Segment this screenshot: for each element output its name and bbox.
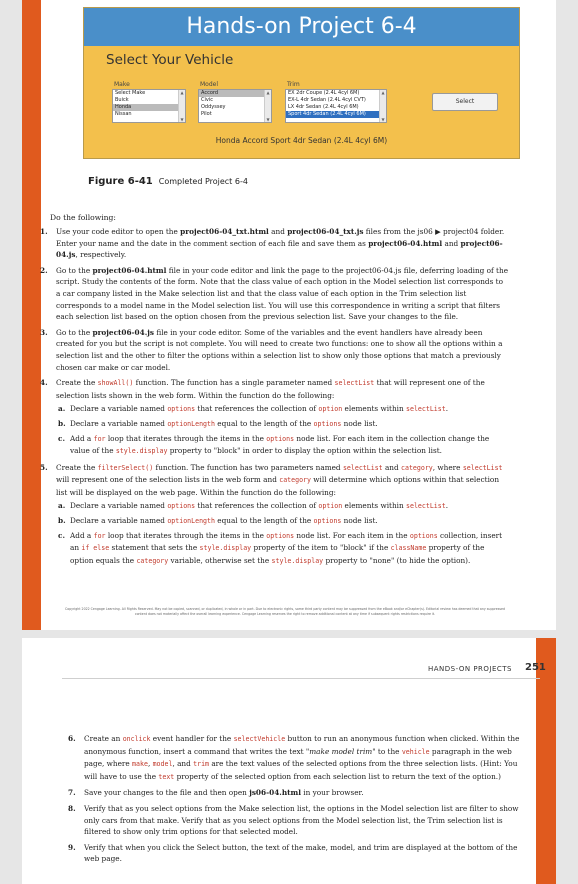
step-text: . xyxy=(445,404,449,414)
page-number: 251 xyxy=(525,662,546,673)
copyright-notice: Copyright 2022 Cengage Learning. All Rights Reserved. May not be copied, scanned, or duplicated, in whole or in part. Due to electronic rights, some third party content may be suppressed from the eBook and/or eChapter(s). Editorial review has deemed that any suppressed content does not materially affect the overall learning experience. Cengage Learning reserves the right to remove additional content at any time if subsequent rights restrictions require it. xyxy=(64,607,506,616)
step-text: Create the xyxy=(56,378,98,388)
step-text: , xyxy=(147,759,153,769)
code-term: onclick xyxy=(122,735,151,743)
step-text: Declare a variable named xyxy=(70,501,168,511)
scroll-up-icon[interactable]: ▲ xyxy=(381,90,385,95)
code-term: trim xyxy=(193,760,210,769)
step-text: , where xyxy=(432,462,463,472)
make-scrollbar[interactable] xyxy=(178,90,185,122)
model-scrollbar[interactable] xyxy=(264,90,271,122)
step-text: Verify that when you click the Select button, the text of the make, model, and trim are displayed at the bottom of the web page. xyxy=(84,842,518,864)
substep-letter: a. xyxy=(58,404,66,414)
step-9 xyxy=(66,842,526,865)
substeps xyxy=(56,500,508,567)
step-text: , respectively. xyxy=(75,250,127,260)
step-text: Declare a variable named xyxy=(70,418,168,428)
code-term: selectList xyxy=(342,463,383,472)
step-text: Add a xyxy=(70,530,94,540)
step-text: and xyxy=(268,227,288,236)
model-select[interactable] xyxy=(198,89,272,123)
step-number: 9. xyxy=(68,842,76,852)
trim-select[interactable] xyxy=(285,89,387,123)
step-number: 7. xyxy=(68,788,76,798)
trim-scrollbar[interactable] xyxy=(379,90,386,122)
code-term: optionLength xyxy=(167,517,215,526)
substep-letter: b. xyxy=(58,418,66,428)
step-text: and xyxy=(442,238,461,248)
code-term: filterSelect() xyxy=(97,463,154,472)
code-term: options xyxy=(167,502,196,511)
code-term: options xyxy=(409,531,438,540)
step-text: property of the item to "block" if the xyxy=(251,543,391,553)
figure-subtitle: Select Your Vehicle xyxy=(106,52,234,68)
step-text: Create the xyxy=(56,462,98,472)
substep-b xyxy=(56,515,508,528)
code-term: selectList xyxy=(334,379,375,388)
step-text: file in your code editor and link the page to the project06-04.js file, deferring loading of the script. Study the contents of the form. Note that the class value of each option in the Model selection list corresponds to a car company listed in the Make selection list and that the class value of each option in the Trim selection list corresponds to a model name in the Model selection list. You will use this correspondence in writing a script that filters each selection list based on the option chosen from the previous selection list. Save your changes to the file. xyxy=(56,265,509,322)
substep-letter: c. xyxy=(58,433,65,443)
substep-letter: b. xyxy=(58,516,66,526)
step-text: Declare a variable named xyxy=(70,404,168,414)
model-label: Model xyxy=(200,81,219,88)
step-text: property to "block" in order to display the option within the selection list. xyxy=(167,446,442,456)
step-text: statement that sets the xyxy=(109,543,200,553)
file-name: project06-04.html xyxy=(92,265,167,275)
file-name: project06-04_txt.js xyxy=(287,227,364,236)
scroll-up-icon[interactable]: ▲ xyxy=(266,90,270,95)
make-option[interactable]: Nissan xyxy=(115,111,132,117)
step-text: . xyxy=(445,501,449,511)
steps-list-continued xyxy=(66,733,526,869)
step-text: , and xyxy=(172,759,194,769)
step-1 xyxy=(38,226,508,261)
step-text: in your browser. xyxy=(300,788,364,798)
substeps xyxy=(56,403,508,457)
step-text: file in your code editor. Some of the variables and the event handlers have already been created for you but the script is not complete. You will need to create two functions: one to show all the options within a selection list and the other to filter the options within a selection list to show only those options that match a previously chosen car make or car model. xyxy=(56,327,503,372)
step-text: paragraph in the web page, where xyxy=(84,746,512,769)
trim-option-selected[interactable]: Sport 4dr Sedan (2.4L 4cyl 6M) xyxy=(286,111,386,118)
scroll-down-icon[interactable]: ▼ xyxy=(381,117,385,122)
step-text: event handler for the xyxy=(150,734,234,743)
substep-a xyxy=(56,500,508,513)
step-text: elements within xyxy=(342,404,407,414)
step-text: that will represent one of the selection lists shown in the web form. Within the function do the following: xyxy=(56,378,485,400)
step-text: " to the xyxy=(372,746,402,756)
step-number: 8. xyxy=(68,803,76,813)
figure-screenshot xyxy=(83,7,520,159)
substep-a xyxy=(56,403,508,416)
code-term: style.display xyxy=(199,544,252,553)
step-text: node list. xyxy=(341,516,378,526)
step-text: Declare a variable named xyxy=(70,516,168,526)
model-option-selected[interactable]: Accord xyxy=(199,90,271,97)
code-term: make xyxy=(132,760,148,769)
figure-caption xyxy=(88,176,248,187)
code-term: for xyxy=(93,434,106,443)
model-option[interactable]: Civic xyxy=(201,97,213,103)
code-term: selectList xyxy=(406,502,446,511)
step-text: property to "none" (to hide the option). xyxy=(323,555,471,565)
step-text: function. The function has a single parameter named xyxy=(133,378,335,388)
step-number: 4. xyxy=(40,378,48,388)
step-text: Verify that as you select options from the Make selection list, the options in the Model selection list are filter to show only cars from that make. Verify that as you select options from the Model selection list, the Trim selection list is filtered to show only trim options for that selected model. xyxy=(84,803,519,837)
code-term: className xyxy=(390,544,427,553)
step-text: that references the collection of xyxy=(195,501,319,511)
step-4 xyxy=(38,377,508,458)
code-term: category xyxy=(401,463,433,472)
running-header: HANDS-ON PROJECTS xyxy=(428,665,513,673)
step-text: node list. For each item in the xyxy=(294,530,410,540)
step-text: equal to the length of the xyxy=(214,418,314,428)
file-name: js06-04.html xyxy=(249,788,301,798)
code-term: style.display xyxy=(271,556,324,565)
substep-c xyxy=(56,530,508,568)
step-text: Go to the xyxy=(56,327,93,337)
trim-label: Trim xyxy=(287,81,300,88)
step-number: 5. xyxy=(40,462,48,472)
scroll-down-icon[interactable]: ▼ xyxy=(180,117,184,122)
step-5 xyxy=(38,462,508,568)
vehicle-result: Honda Accord Sport 4dr Sedan (2.4L 4cyl 6M) xyxy=(215,136,388,145)
code-term: style.display xyxy=(115,447,168,456)
file-name: project06-04.js xyxy=(56,238,503,260)
orange-margin-bar xyxy=(536,638,556,884)
step-number: 1. xyxy=(40,227,48,236)
code-term: options xyxy=(266,434,295,443)
file-name: project06-04.html xyxy=(368,238,443,248)
step-text: button to run an anonymous function when clicked. Within the anonymous function, insert a command that writes the text " xyxy=(84,734,520,756)
step-text: property of the selected option from each selection list to return the text of the option.) xyxy=(174,771,501,781)
step-text: Add a xyxy=(70,433,94,443)
step-text: and xyxy=(382,462,402,472)
scroll-down-icon[interactable]: ▼ xyxy=(266,117,270,122)
step-text: property of the option equals the xyxy=(70,543,485,565)
select-button[interactable]: Select xyxy=(432,93,498,111)
step-text: function. The function has two parameters named xyxy=(153,462,343,472)
code-term: options xyxy=(313,419,342,428)
figure-label: Figure 6-41 xyxy=(88,176,153,187)
step-2 xyxy=(38,265,508,323)
substep-letter: a. xyxy=(58,501,66,511)
code-term: if else xyxy=(81,544,110,553)
intro-text: Do the following: xyxy=(50,213,116,222)
step-text: loop that iterates through the items in the xyxy=(105,433,267,443)
step-6 xyxy=(66,733,526,783)
code-term: text xyxy=(158,772,175,781)
code-term: options xyxy=(313,517,342,526)
step-number: 2. xyxy=(40,265,48,275)
make-select[interactable] xyxy=(112,89,186,123)
code-term: for xyxy=(93,531,106,540)
substep-b xyxy=(56,418,508,431)
model-option[interactable]: Pilot xyxy=(201,111,212,117)
scroll-up-icon[interactable]: ▲ xyxy=(180,90,184,95)
trim-option[interactable]: EX-L 4dr Sedan (2.4L 4cyl CVT) xyxy=(288,97,366,103)
code-term: model xyxy=(152,760,173,769)
make-option-selected[interactable]: Honda xyxy=(113,104,185,111)
italic-text: make model trim xyxy=(309,746,373,756)
step-text: variable, otherwise set the xyxy=(168,555,272,565)
step-text: node list. For each item in the collection change the value of the xyxy=(70,433,490,456)
figure-title: Hands-on Project 6-4 xyxy=(84,8,519,46)
code-term: category xyxy=(136,556,169,565)
make-option[interactable]: Select Make xyxy=(115,90,146,96)
code-term: options xyxy=(266,531,295,540)
figure-caption-text: Completed Project 6-4 xyxy=(158,177,248,186)
code-term: optionLength xyxy=(167,419,215,428)
code-term: option xyxy=(318,405,343,414)
make-option[interactable]: Buick xyxy=(115,97,129,103)
step-8 xyxy=(66,803,526,838)
code-term: category xyxy=(279,476,311,485)
code-term: options xyxy=(167,405,196,414)
code-term: selectVehicle xyxy=(233,735,286,743)
step-text: Create an xyxy=(84,734,123,743)
step-text: Save your changes to the file and then open xyxy=(84,788,250,798)
model-option[interactable]: Oddyssey xyxy=(201,104,226,110)
step-text: that references the collection of xyxy=(195,404,319,414)
step-text: are the text values of the selected options from the three selection lists. (Hint: You will have to use the xyxy=(84,759,518,781)
step-text: files from the js06 ▶ project04 folder. Enter your name and the date in the comment section of each file and save them as xyxy=(56,227,505,248)
code-term: vehicle xyxy=(401,747,430,756)
steps-list xyxy=(38,226,508,571)
file-name: project06-04_txt.html xyxy=(180,227,269,236)
code-term: showAll() xyxy=(97,379,134,388)
step-text: equal to the length of the xyxy=(214,516,314,526)
step-text: elements within xyxy=(342,501,407,511)
header-rule xyxy=(62,678,540,679)
file-name: project06-04.js xyxy=(92,327,155,337)
step-7 xyxy=(66,787,526,799)
code-term: selectList xyxy=(462,463,503,472)
step-text: will represent one of the selection lists in the web form and xyxy=(56,475,280,485)
substep-letter: c. xyxy=(58,530,65,540)
step-3 xyxy=(38,327,508,373)
make-label: Make xyxy=(114,81,130,88)
step-text: loop that iterates through the items in the xyxy=(105,530,267,540)
code-term: selectList xyxy=(406,405,446,414)
trim-option[interactable]: LX 4dr Sedan (2.4L 4cyl 6M) xyxy=(288,104,359,110)
trim-option[interactable]: EX 2dr Coupe (2.4L 4cyl 6M) xyxy=(288,90,360,96)
step-text: Go to the xyxy=(56,265,93,275)
substep-c xyxy=(56,433,508,458)
code-term: option xyxy=(318,502,343,511)
step-text: will determine which options within that selection list will be displayed on the web page. Within the function do the following: xyxy=(56,475,500,497)
step-number: 3. xyxy=(40,327,48,337)
step-text: Use your code editor to open the xyxy=(56,227,181,236)
step-text: node list. xyxy=(341,418,378,428)
step-number: 6. xyxy=(68,734,76,743)
step-text: collection, insert an xyxy=(70,530,503,553)
